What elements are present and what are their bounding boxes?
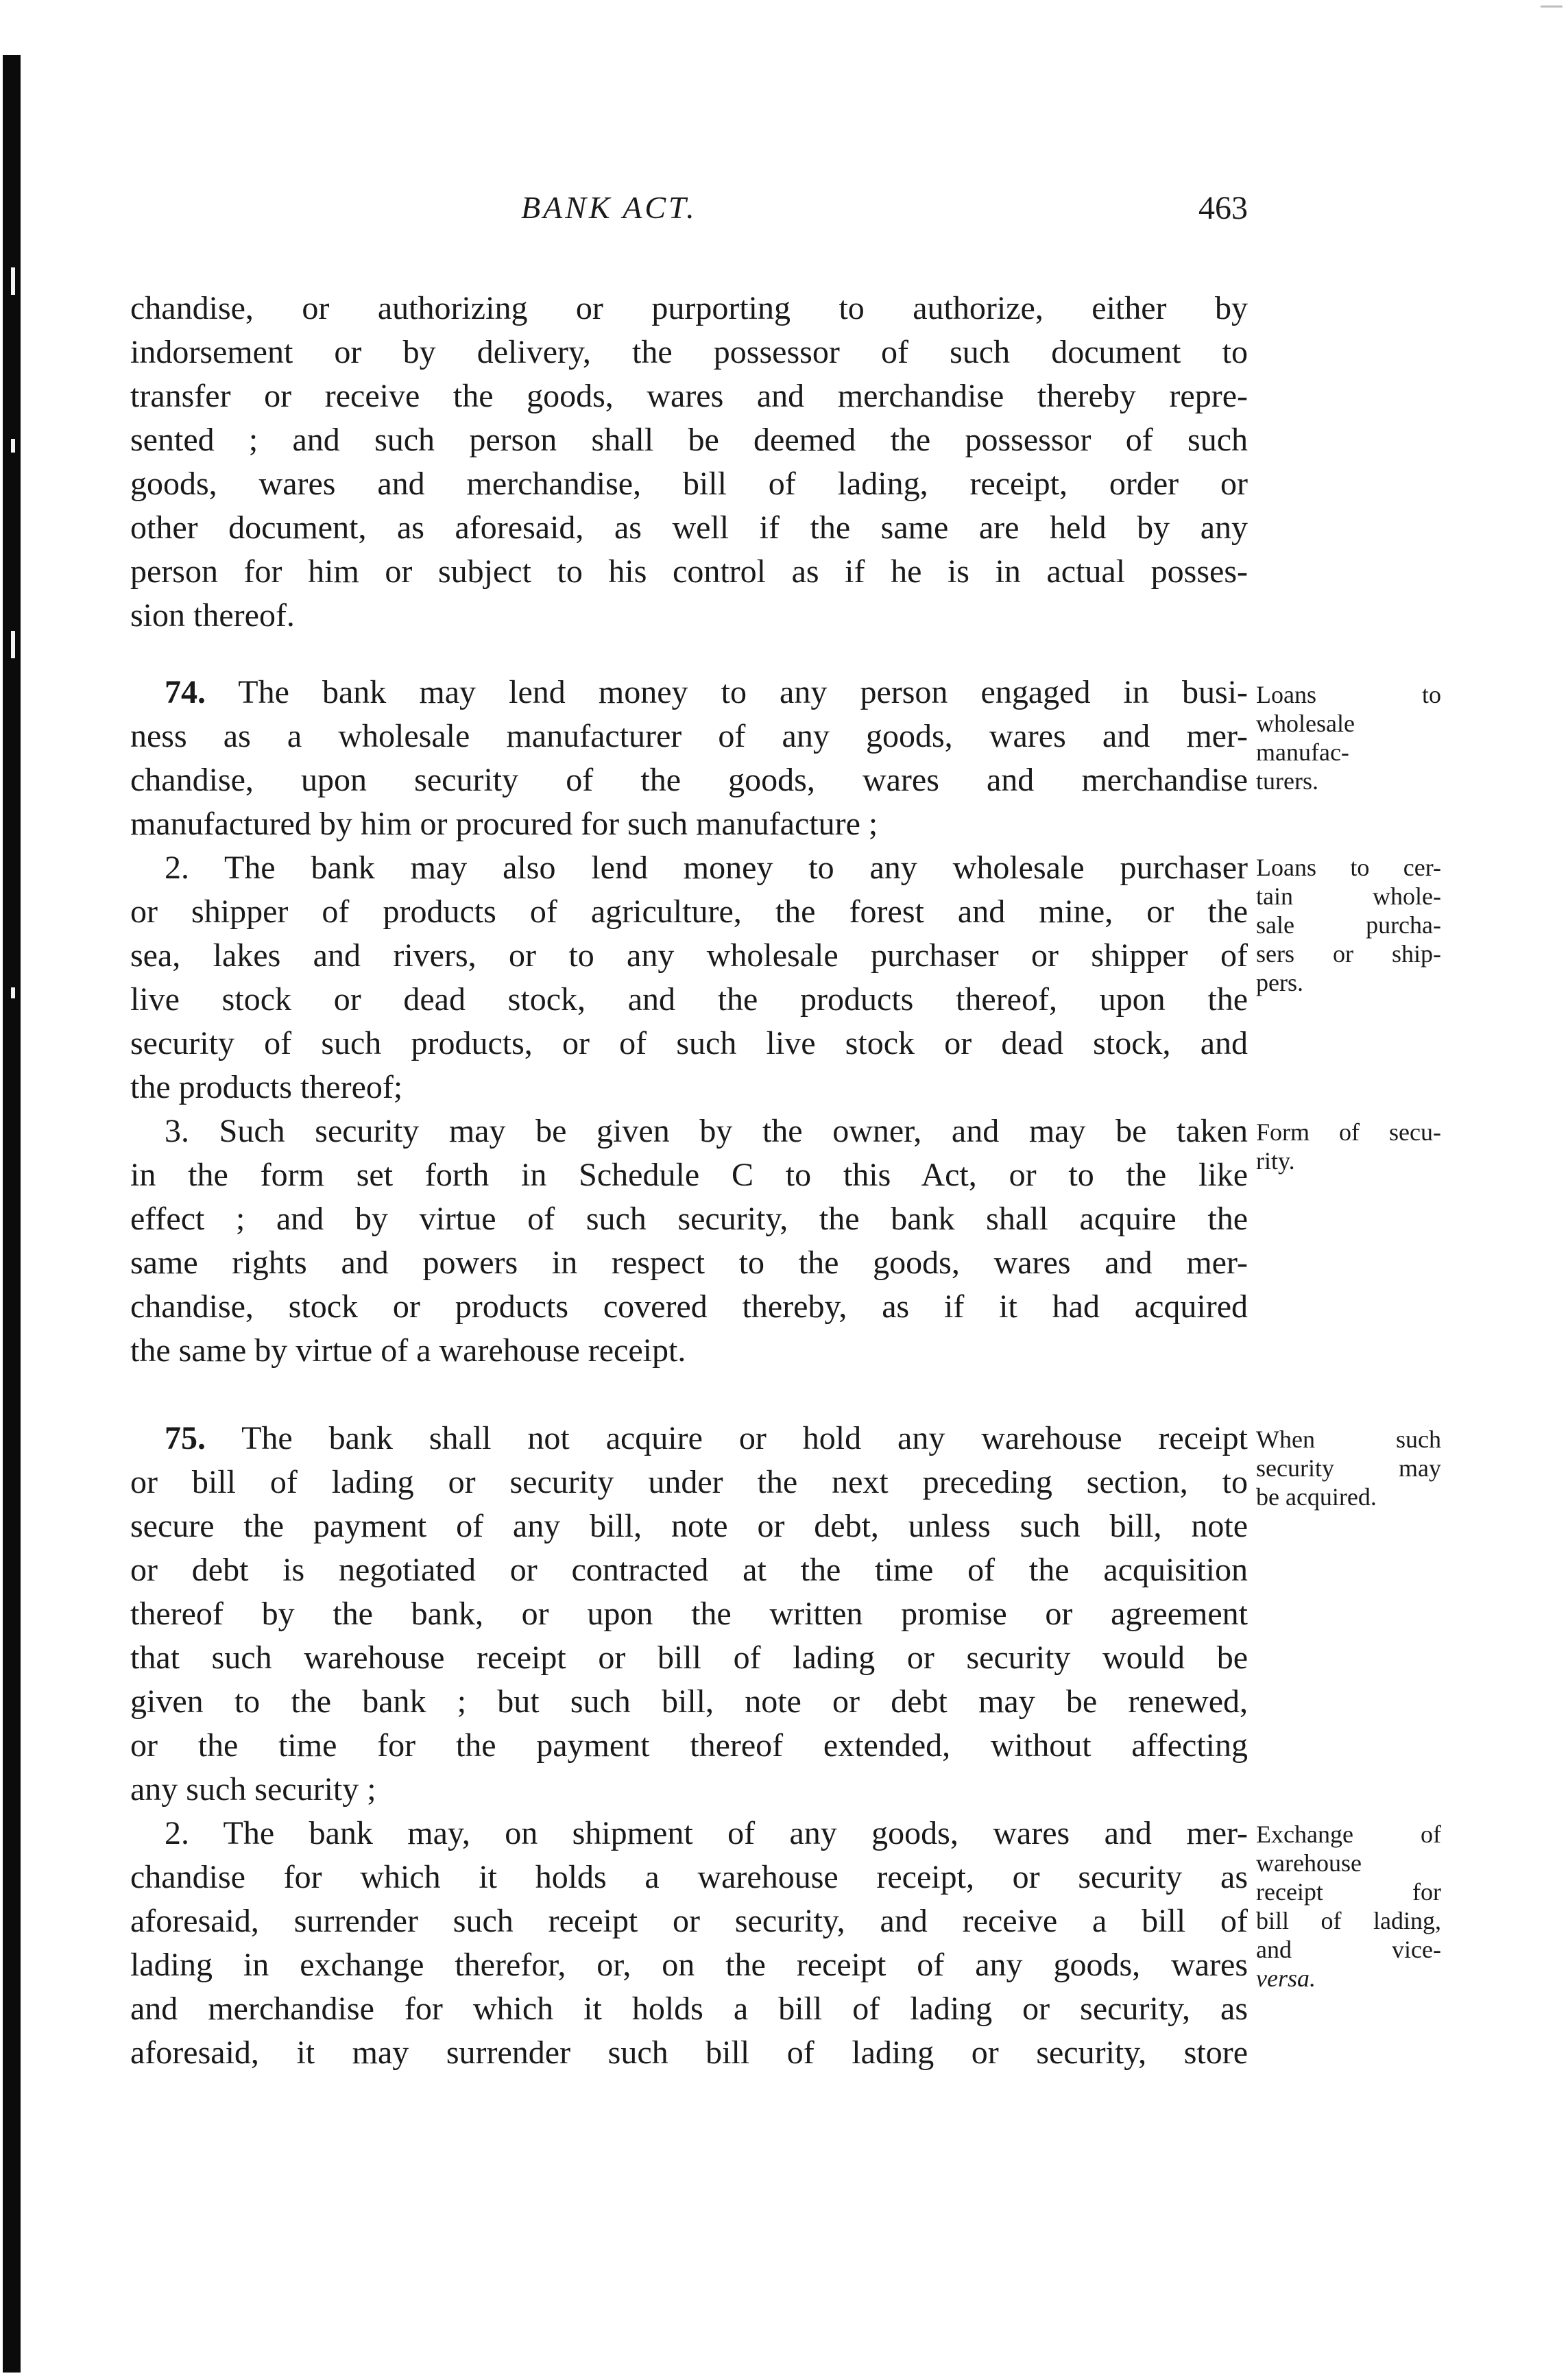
text-line: given to the bank ; but such bill, note or debt may be renewed,: [130, 1683, 1248, 1720]
text-line: chandise, upon security of the goods, wares and merchandise: [130, 762, 1248, 798]
margin-note-line: receipt for: [1256, 1878, 1441, 1906]
text-line: or bill of lading or security under the next preceding section, to: [130, 1464, 1248, 1500]
text-line: ness as a wholesale manufacturer of any goods, wares and mer-: [130, 718, 1248, 754]
text-line: aforesaid, it may surrender such bill of lading or security, store: [130, 2034, 1248, 2071]
text-line: chandise, stock or products covered thereby, as if it had acquired: [130, 1288, 1248, 1325]
margin-note-line: warehouse: [1256, 1849, 1362, 1877]
margin-note-line: sale purcha-: [1256, 911, 1441, 939]
margin-note-line: sers or ship-: [1256, 940, 1441, 968]
text-line: that such warehouse receipt or bill of lading or security would be: [130, 1640, 1248, 1676]
section-number-74: 74.: [165, 674, 206, 710]
page-header: [130, 189, 1248, 244]
text-line: thereof by the bank, or upon the written promise or agreement: [130, 1596, 1248, 1632]
margin-note-line: bill of lading,: [1256, 1907, 1441, 1934]
text-line: the same by virtue of a warehouse receipt.: [130, 1332, 686, 1369]
binding-mark: [11, 987, 15, 998]
text-line: chandise for which it holds a warehouse receipt, or security as: [130, 1859, 1248, 1895]
text-line: secure the payment of any bill, note or debt, unless such bill, note: [130, 1508, 1248, 1544]
text-line: The bank shall not acquire or hold any warehouse receipt: [241, 1420, 1248, 1456]
margin-note-line: versa.: [1256, 1965, 1316, 1992]
binding-mark: [11, 439, 15, 453]
text-line: The bank may lend money to any person engaged in busi-: [238, 674, 1248, 710]
margin-note-line: Form of secu-: [1256, 1118, 1441, 1146]
text-line: transfer or receive the goods, wares and merchandise thereby repre-: [130, 378, 1248, 414]
text-line: chandise, or authorizing or purporting to authorize, either by: [130, 290, 1248, 326]
running-title: BANK ACT.: [521, 190, 697, 225]
text-line: any such security ;: [130, 1771, 376, 1807]
section-74-first-line: [130, 671, 1248, 714]
margin-note-line: Loans to cer-: [1256, 854, 1441, 881]
text-line: aforesaid, surrender such receipt or security, and receive a bill of: [130, 1903, 1248, 1939]
section-number-75: 75.: [165, 1420, 206, 1456]
margin-note-line: wholesale: [1256, 710, 1355, 737]
text-line: indorsement or by delivery, the possessor of such document to: [130, 334, 1248, 370]
scan-corner-mark: [1541, 5, 1563, 8]
text-line: lading in exchange therefor, or, on the receipt of any goods, wares: [130, 1947, 1248, 1983]
text-line: security of such products, or of such live stock or dead stock, and: [130, 1025, 1248, 1061]
margin-note-line: be acquired.: [1256, 1483, 1377, 1511]
margin-note-line: When such: [1256, 1426, 1441, 1453]
margin-note-line: and vice-: [1256, 1936, 1441, 1963]
section-75-first-line: [130, 1417, 1248, 1461]
margin-note-line: Loans to: [1256, 681, 1441, 708]
text-line: manufactured by him or procured for such manufacture ;: [130, 806, 878, 842]
binding-shadow: [3, 55, 21, 2373]
binding-mark: [11, 631, 15, 658]
text-line: 2. The bank may, on shipment of any goods, wares and mer-: [165, 1815, 1248, 1851]
text-line: other document, as aforesaid, as well if the same are held by any: [130, 509, 1248, 546]
text-line: the products thereof;: [130, 1069, 403, 1105]
margin-note-line: turers.: [1256, 767, 1318, 795]
text-line: in the form set forth in Schedule C to this Act, or to the like: [130, 1157, 1248, 1193]
text-line: 2. The bank may also lend money to any wholesale purchaser: [165, 850, 1248, 886]
page-number: 463: [1198, 190, 1248, 226]
margin-note-line: tain whole-: [1256, 882, 1441, 910]
binding-mark: [11, 267, 15, 295]
margin-note-line: Exchange of: [1256, 1821, 1441, 1848]
text-line: 3. Such security may be given by the owner, and may be taken: [165, 1113, 1248, 1149]
text-line: or debt is negotiated or contracted at the time of the acquisition: [130, 1552, 1248, 1588]
margin-note-line: pers.: [1256, 969, 1303, 996]
text-line: or shipper of products of agriculture, the forest and mine, or the: [130, 893, 1248, 930]
text-line: effect ; and by virtue of such security, the bank shall acquire the: [130, 1201, 1248, 1237]
text-line: and merchandise for which it holds a bill of lading or security, as: [130, 1991, 1248, 2027]
text-line: or the time for the payment thereof extended, without affecting: [130, 1727, 1248, 1764]
text-line: goods, wares and merchandise, bill of lading, receipt, order or: [130, 466, 1248, 502]
margin-note-line: manufac-: [1256, 738, 1349, 766]
text-line: sion thereof.: [130, 597, 295, 634]
text-line: sea, lakes and rivers, or to any wholesale purchaser or shipper of: [130, 937, 1248, 974]
margin-note-line: rity.: [1256, 1147, 1295, 1175]
margin-note-line: security may: [1256, 1454, 1441, 1482]
text-line: same rights and powers in respect to the goods, wares and mer-: [130, 1245, 1248, 1281]
text-line: live stock or dead stock, and the products thereof, upon the: [130, 981, 1248, 1018]
text-line: person for him or subject to his control as if he is in actual posses-: [130, 553, 1248, 590]
text-line: sented ; and such person shall be deemed the possessor of such: [130, 422, 1248, 458]
